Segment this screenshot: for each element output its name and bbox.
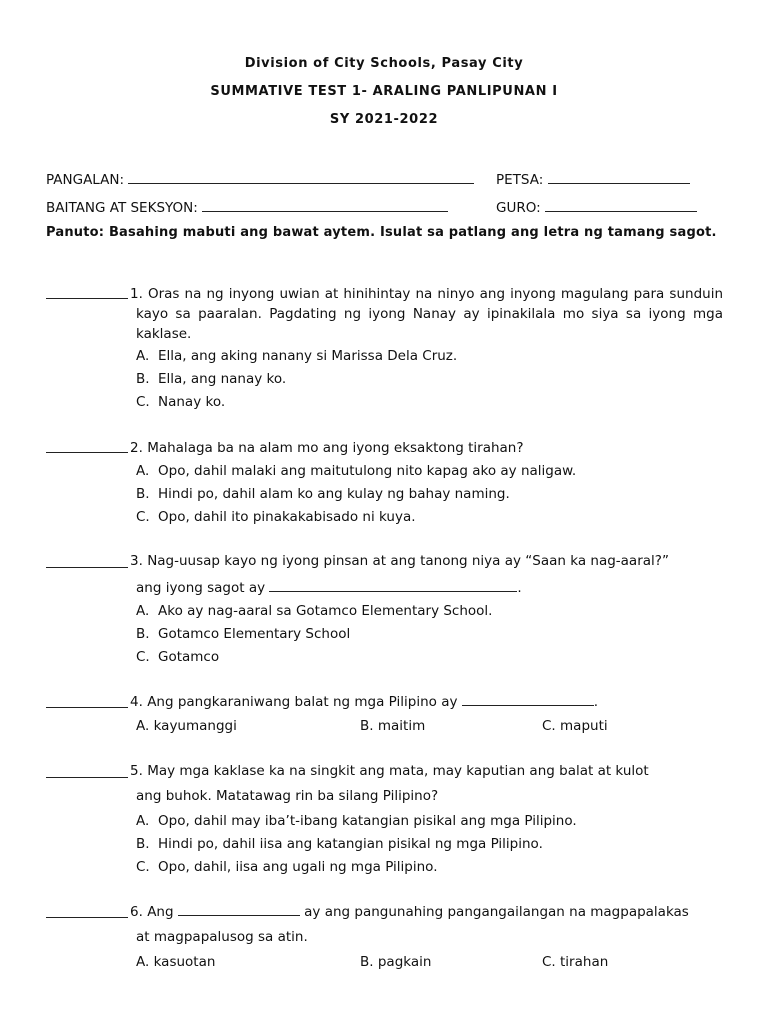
option-2b[interactable]: B. Hindi po, dahil alam ko ang kulay ng bahay naming.: [136, 486, 510, 502]
inline-answer-blank-3[interactable]: [269, 579, 517, 592]
option-1a[interactable]: A. Ella, ang aking nanany si Marissa Dela Cruz.: [136, 348, 458, 364]
answer-blank-5[interactable]: [46, 765, 128, 778]
instructions-label: Panuto:: [46, 225, 105, 240]
question-5: 5. May mga kaklase ka na singkit ang mata, may kaputian ang balat at kulot: [130, 763, 649, 779]
option-1b[interactable]: B. Ella, ang nanay ko.: [136, 371, 287, 387]
inline-answer-blank-6[interactable]: [178, 903, 300, 916]
option-3b[interactable]: B. Gotamco Elementary School: [136, 626, 351, 642]
option-6b[interactable]: B. pagkain: [360, 954, 432, 970]
answer-blank-4[interactable]: [46, 695, 128, 708]
question-1: 1. Oras na ng inyong uwian at hinihintay na ninyo ang inyong magulang para sunduin kayo sa paaralan. Pagdating ng iyong Nanay ay ipinakilala mo siya sa iyong mga kaklase.: [130, 286, 723, 342]
option-2a[interactable]: A. Opo, dahil malaki ang maitutulong nito kapag ako ay naligaw.: [136, 463, 577, 479]
test-title: SUMMATIVE TEST 1- ARALING PANLIPUNAN I: [210, 84, 558, 99]
question-5-line2: ang buhok. Matatawag rin ba silang Pilipino?: [136, 788, 439, 804]
instructions: [46, 222, 722, 243]
option-4a[interactable]: A. kayumanggi: [136, 718, 237, 734]
section-blank[interactable]: [202, 198, 448, 212]
answer-blank-2[interactable]: [46, 440, 128, 453]
option-3a[interactable]: A. Ako ay nag-aaral sa Gotamco Elementary School.: [136, 603, 493, 619]
inline-answer-blank-4[interactable]: [462, 693, 594, 706]
question-4: 4. Ang pangkaraniwang balat ng mga Pilipino ay .: [130, 694, 599, 710]
question-6: 6. Ang ay ang pangunahing pangangailangan na magpapalakas: [130, 904, 689, 920]
answer-blank-6[interactable]: [46, 905, 128, 918]
date-blank[interactable]: [548, 170, 690, 184]
teacher-blank[interactable]: [545, 198, 697, 212]
option-6a[interactable]: A. kasuotan: [136, 954, 216, 970]
option-5c[interactable]: C. Opo, dahil, iisa ang ugali ng mga Pilipino.: [136, 859, 438, 875]
date-label: PETSA:: [496, 172, 544, 188]
school-year: SY 2021-2022: [329, 112, 439, 127]
option-6c[interactable]: C. tirahan: [542, 954, 609, 970]
option-4c[interactable]: C. maputi: [542, 718, 608, 734]
answer-blank-1[interactable]: [46, 286, 128, 299]
teacher-label: GURO:: [496, 200, 541, 216]
answer-blank-3[interactable]: [46, 555, 128, 568]
option-1c[interactable]: C. Nanay ko.: [136, 394, 226, 410]
question-text: May mga kaklase ka na singkit ang mata, may kaputian ang balat at kulot: [147, 763, 649, 779]
question-2: 2. Mahalaga ba na alam mo ang iyong eksaktong tirahan?: [130, 440, 524, 456]
name-label: PANGALAN:: [46, 172, 125, 188]
section-label: BAITANG AT SEKSYON:: [46, 200, 198, 216]
question-text: Mahalaga ba na alam mo ang iyong eksaktong tirahan?: [147, 440, 524, 456]
question-6-line2: at magpapalusog sa atin.: [136, 929, 308, 945]
question-text: Nag-uusap kayo ng iyong pinsan at ang tanong niya ay “Saan ka nag-aaral?”: [147, 553, 669, 569]
option-4b[interactable]: B. maitim: [360, 718, 426, 734]
question-text: Ang pangkaraniwang balat ng mga Pilipino ay: [147, 694, 458, 710]
question-3-line2: ang iyong sagot ay .: [136, 580, 522, 596]
name-field[interactable]: [46, 170, 474, 188]
question-text: Oras na ng inyong uwian at hinihintay na ninyo ang inyong magulang para sunduin kayo sa paaralan. Pagdating ng iyong Nanay ay ipinakilala mo siya sa iyong mga kaklase.: [136, 286, 723, 342]
option-2c[interactable]: C. Opo, dahil ito pinakakabisado ni kuya.: [136, 509, 416, 525]
option-5b[interactable]: B. Hindi po, dahil iisa ang katangian pisikal ng mga Pilipino.: [136, 836, 543, 852]
division-header: Division of City Schools, Pasay City: [244, 56, 524, 71]
section-field[interactable]: [46, 198, 448, 216]
instructions-text: Basahing mabuti ang bawat aytem. Isulat sa patlang ang letra ng tamang sagot.: [104, 225, 717, 240]
name-blank[interactable]: [128, 170, 474, 184]
option-3c[interactable]: C. Gotamco: [136, 649, 220, 665]
question-3: 3. Nag-uusap kayo ng iyong pinsan at ang tanong niya ay “Saan ka nag-aaral?”: [130, 553, 669, 569]
option-5a[interactable]: A. Opo, dahil may iba’t-ibang katangian pisikal ang mga Pilipino.: [136, 813, 577, 829]
teacher-field[interactable]: [496, 198, 697, 216]
date-field[interactable]: [496, 170, 690, 188]
